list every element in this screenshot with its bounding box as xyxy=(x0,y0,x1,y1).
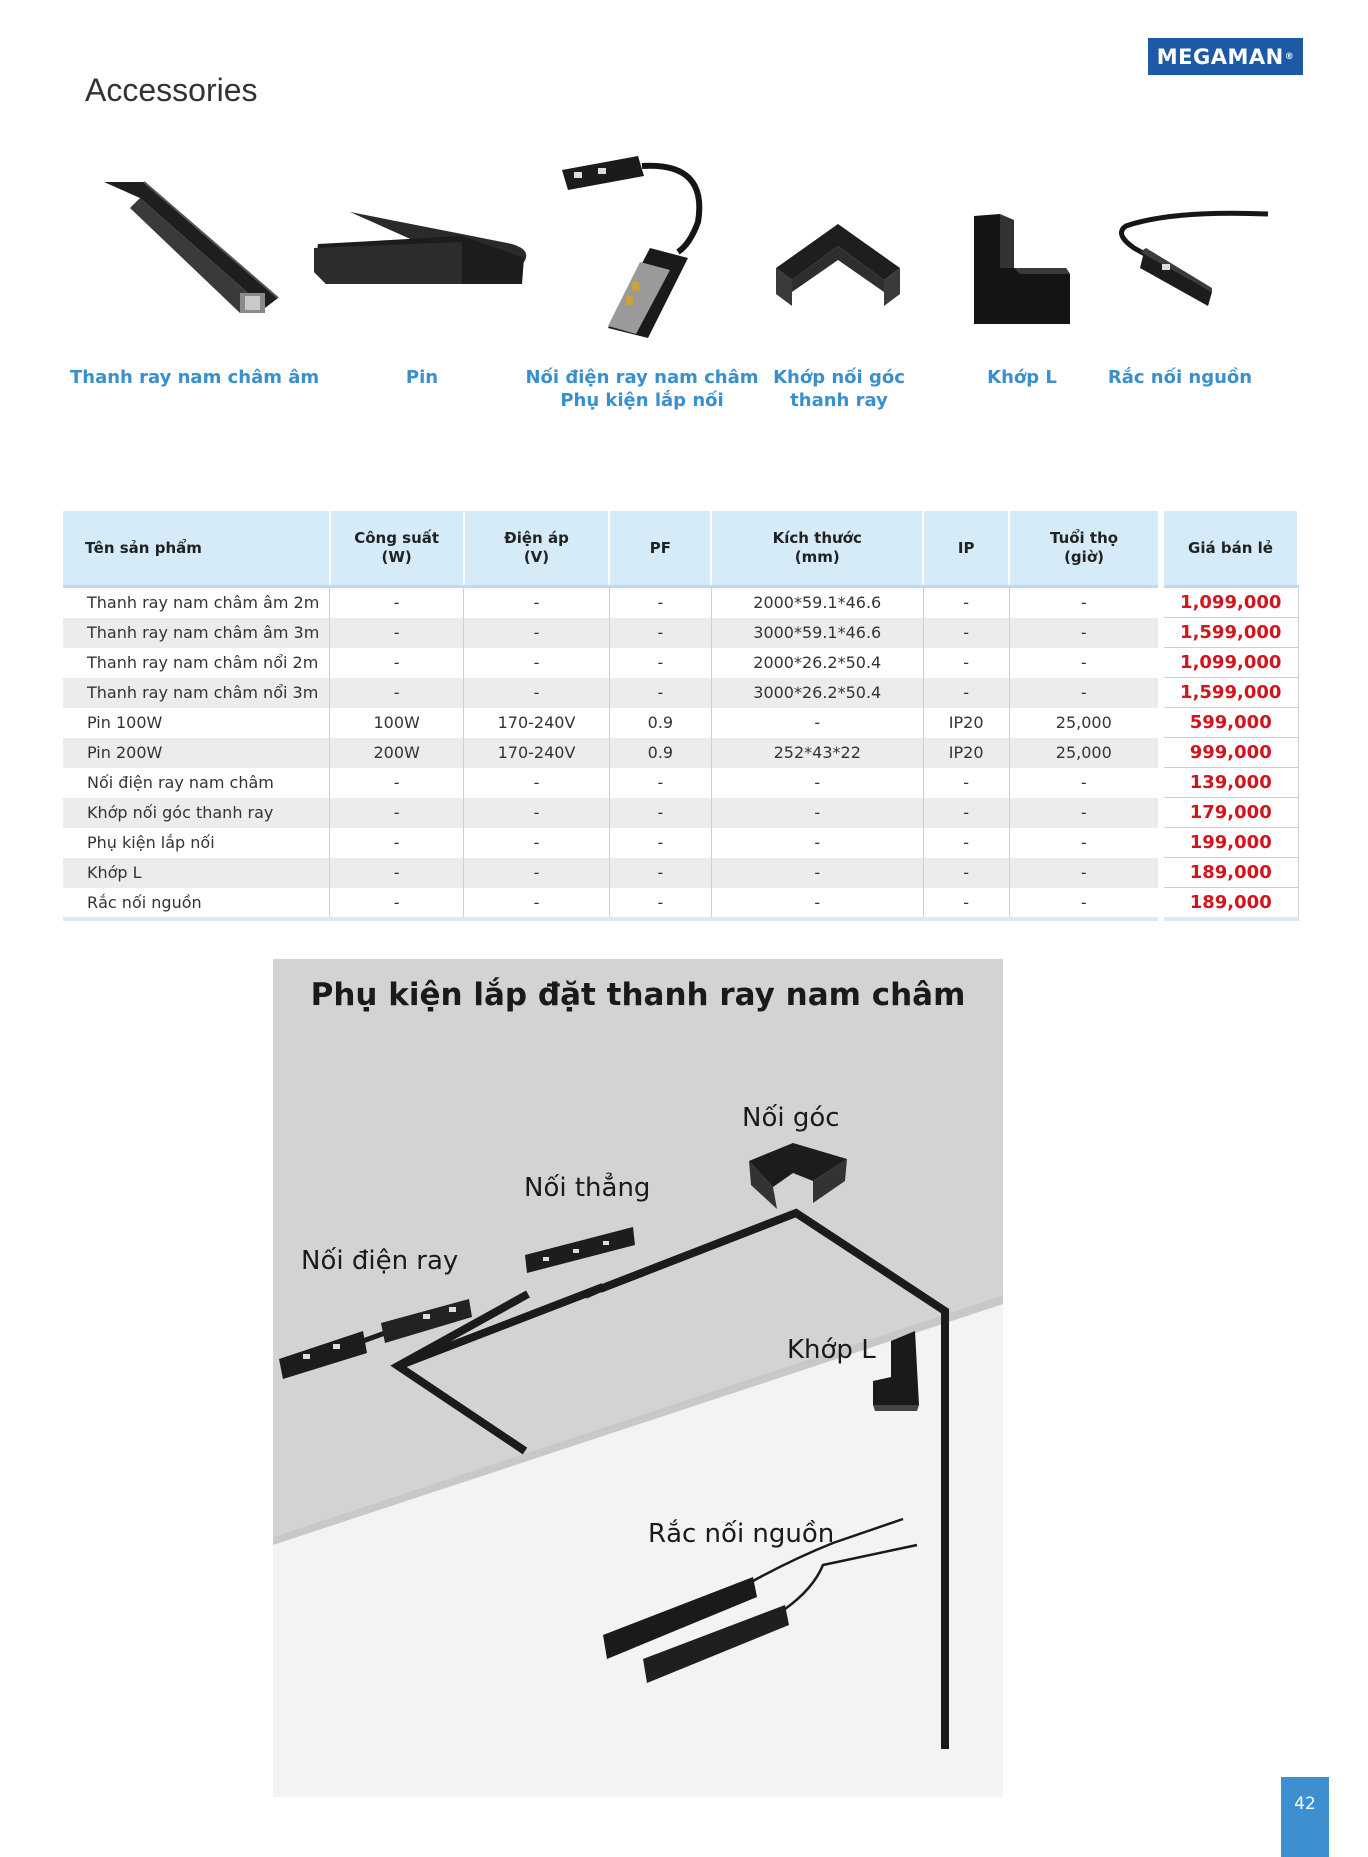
cell-power: 100W xyxy=(330,708,464,738)
installation-diagram xyxy=(273,959,1003,1797)
diagram-scene xyxy=(273,959,1003,1797)
track-power-connector-icon xyxy=(558,152,718,342)
cell-name: Khớp L xyxy=(63,858,330,888)
table-row xyxy=(63,768,1298,798)
table-row xyxy=(63,738,1298,768)
table-row xyxy=(63,828,1298,858)
cell-pf: - xyxy=(609,648,711,678)
cell-price: 179,000 xyxy=(1161,798,1298,828)
header-life xyxy=(1009,511,1161,587)
header-size-line1: Kích thước xyxy=(772,529,862,547)
product-label-driver-line1: Pin xyxy=(405,367,439,388)
table-header-row xyxy=(63,511,1298,587)
cell-ip: IP20 xyxy=(923,738,1009,768)
cell-price: 1,099,000 xyxy=(1161,648,1298,678)
product-label-corner xyxy=(764,366,914,412)
cell-life: - xyxy=(1009,858,1161,888)
header-power-line1: Công suất xyxy=(354,529,440,547)
label-l-joint: Khớp L xyxy=(787,1335,876,1365)
cell-size: - xyxy=(711,708,923,738)
table-row xyxy=(63,587,1298,618)
cell-price: 189,000 xyxy=(1161,888,1298,920)
cell-pf: - xyxy=(609,798,711,828)
cell-name: Nối điện ray nam châm xyxy=(63,768,330,798)
header-size-line2: (mm) xyxy=(794,548,840,566)
label-track-power: Nối điện ray xyxy=(301,1246,459,1276)
cell-size: 2000*59.1*46.6 xyxy=(711,587,923,618)
cell-power: - xyxy=(330,768,464,798)
cell-life: - xyxy=(1009,618,1161,648)
header-life-line2: (giờ) xyxy=(1064,548,1104,566)
cell-price: 1,099,000 xyxy=(1161,587,1298,618)
cell-ip: - xyxy=(923,858,1009,888)
cell-size: - xyxy=(711,798,923,828)
cell-life: - xyxy=(1009,587,1161,618)
cell-ip: - xyxy=(923,678,1009,708)
header-name: Tên sản phẩm xyxy=(63,511,330,587)
cell-ip: - xyxy=(923,618,1009,648)
table-row xyxy=(63,678,1298,708)
label-straight: Nối thẳng xyxy=(524,1173,651,1203)
cell-ip: - xyxy=(923,648,1009,678)
cell-voltage: - xyxy=(464,587,610,618)
cell-pf: 0.9 xyxy=(609,738,711,768)
cell-power: - xyxy=(330,587,464,618)
product-label-connector xyxy=(524,366,760,412)
cell-price: 1,599,000 xyxy=(1161,618,1298,648)
cell-life: - xyxy=(1009,768,1161,798)
product-label-corner-line2: thanh ray xyxy=(790,390,888,411)
cell-voltage: 170-240V xyxy=(464,708,610,738)
header-size xyxy=(711,511,923,587)
cell-size: 2000*26.2*50.4 xyxy=(711,648,923,678)
cell-price: 1,599,000 xyxy=(1161,678,1298,708)
diagram-title: Phụ kiện lắp đặt thanh ray nam châm xyxy=(310,977,966,1013)
page-number: 42 xyxy=(1281,1777,1329,1857)
table-row xyxy=(63,858,1298,888)
cell-size: 3000*59.1*46.6 xyxy=(711,618,923,648)
section-title: Accessories xyxy=(85,72,258,108)
cell-pf: - xyxy=(609,828,711,858)
l-joint-icon xyxy=(970,212,1070,328)
label-power-feed: Rắc nối nguồn xyxy=(648,1519,835,1549)
registered-mark: ® xyxy=(1284,51,1295,62)
cell-size: - xyxy=(711,858,923,888)
product-label-connector-line2: Phụ kiện lắp nối xyxy=(560,390,724,411)
cell-ip: - xyxy=(923,768,1009,798)
cell-voltage: - xyxy=(464,678,610,708)
cell-voltage: - xyxy=(464,828,610,858)
cell-voltage: - xyxy=(464,888,610,920)
cell-pf: - xyxy=(609,618,711,648)
cell-name: Phụ kiện lắp nối xyxy=(63,828,330,858)
cell-ip: - xyxy=(923,798,1009,828)
cell-price: 599,000 xyxy=(1161,708,1298,738)
header-voltage-line2: (V) xyxy=(523,548,550,566)
cell-power: - xyxy=(330,618,464,648)
table-row xyxy=(63,798,1298,828)
cell-life: - xyxy=(1009,648,1161,678)
cell-ip: - xyxy=(923,828,1009,858)
cell-pf: - xyxy=(609,768,711,798)
cell-voltage: - xyxy=(464,798,610,828)
cell-name: Thanh ray nam châm âm 2m xyxy=(63,587,330,618)
cell-voltage: - xyxy=(464,768,610,798)
header-voltage-line1: Điện áp xyxy=(504,529,569,547)
header-life-line1: Tuổi thọ xyxy=(1049,529,1119,547)
cell-life: - xyxy=(1009,678,1161,708)
cell-price: 999,000 xyxy=(1161,738,1298,768)
product-label-track-line1: Thanh ray nam châm âm xyxy=(70,367,320,388)
cell-name: Pin 100W xyxy=(63,708,330,738)
table-row xyxy=(63,888,1298,920)
cell-pf: - xyxy=(609,888,711,920)
cell-life: 25,000 xyxy=(1009,708,1161,738)
product-label-powerfeed xyxy=(1100,366,1260,389)
cell-ip: IP20 xyxy=(923,708,1009,738)
header-voltage xyxy=(464,511,610,587)
cell-size: 3000*26.2*50.4 xyxy=(711,678,923,708)
cell-power: - xyxy=(330,798,464,828)
cell-size: - xyxy=(711,888,923,920)
cell-name: Rắc nối nguồn xyxy=(63,888,330,920)
cell-name: Khớp nối góc thanh ray xyxy=(63,798,330,828)
header-power xyxy=(330,511,464,587)
cell-name: Pin 200W xyxy=(63,738,330,768)
cell-ip: - xyxy=(923,888,1009,920)
power-feed-plug-icon xyxy=(1112,208,1272,308)
cell-price: 139,000 xyxy=(1161,768,1298,798)
megaman-logo xyxy=(1148,38,1303,75)
header-pf: PF xyxy=(609,511,711,587)
header-price: Giá bán lẻ xyxy=(1161,511,1298,587)
cell-size: 252*43*22 xyxy=(711,738,923,768)
cell-price: 199,000 xyxy=(1161,828,1298,858)
corner-connector-icon xyxy=(776,222,900,312)
cell-life: 25,000 xyxy=(1009,738,1161,768)
cell-ip: - xyxy=(923,587,1009,618)
cell-voltage: - xyxy=(464,858,610,888)
cell-power: - xyxy=(330,858,464,888)
cell-price: 189,000 xyxy=(1161,858,1298,888)
product-label-corner-line1: Khớp nối góc xyxy=(773,367,905,388)
product-label-driver xyxy=(382,366,462,389)
cell-life: - xyxy=(1009,888,1161,920)
recessed-magnetic-track-icon xyxy=(100,178,280,313)
price-table xyxy=(63,511,1299,921)
logo-text: MEGAMAN xyxy=(1156,44,1284,69)
cell-power: - xyxy=(330,648,464,678)
cell-size: - xyxy=(711,768,923,798)
cell-pf: - xyxy=(609,587,711,618)
header-ip: IP xyxy=(923,511,1009,587)
cell-life: - xyxy=(1009,828,1161,858)
label-corner: Nối góc xyxy=(742,1103,840,1133)
product-label-ljoint xyxy=(972,366,1072,389)
table-row xyxy=(63,618,1298,648)
product-label-track xyxy=(70,366,320,389)
product-label-connector-line1: Nối điện ray nam châm xyxy=(525,367,759,388)
cell-name: Thanh ray nam châm nổi 2m xyxy=(63,648,330,678)
cell-voltage: - xyxy=(464,648,610,678)
cell-pf: - xyxy=(609,678,711,708)
cell-pf: 0.9 xyxy=(609,708,711,738)
power-driver-icon xyxy=(312,206,532,286)
cell-power: - xyxy=(330,678,464,708)
cell-voltage: 170-240V xyxy=(464,738,610,768)
product-label-powerfeed-line1: Rắc nối nguồn xyxy=(1107,367,1253,388)
cell-power: - xyxy=(330,828,464,858)
cell-pf: - xyxy=(609,858,711,888)
cell-name: Thanh ray nam châm âm 3m xyxy=(63,618,330,648)
table-row xyxy=(63,708,1298,738)
cell-size: - xyxy=(711,828,923,858)
cell-voltage: - xyxy=(464,618,610,648)
cell-power: 200W xyxy=(330,738,464,768)
cell-name: Thanh ray nam châm nổi 3m xyxy=(63,678,330,708)
table-row xyxy=(63,648,1298,678)
header-power-line2: (W) xyxy=(381,548,412,566)
cell-life: - xyxy=(1009,798,1161,828)
product-label-ljoint-line1: Khớp L xyxy=(987,367,1057,388)
cell-power: - xyxy=(330,888,464,920)
